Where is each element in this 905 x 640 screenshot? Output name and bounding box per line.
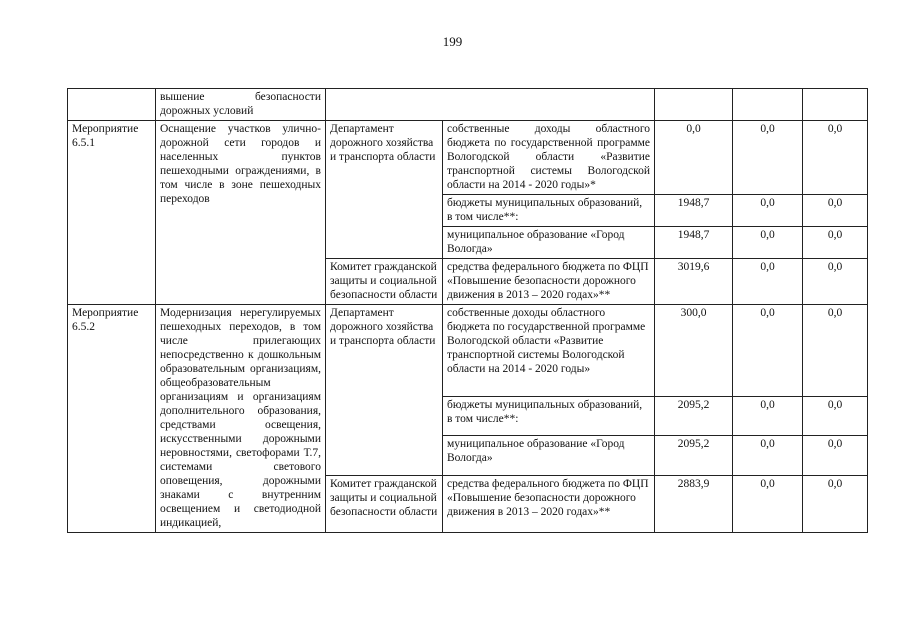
- value-cell: 0,0: [733, 305, 803, 397]
- table-row: [68, 121, 868, 195]
- executor: Комитет гражданской защиты и социальной безопасности области: [326, 259, 443, 305]
- activity-name: Мероприятие 6.5.1: [68, 121, 156, 305]
- funding-source: муниципальное образование «Город Вологда»: [443, 436, 655, 476]
- value-cell: 0,0: [803, 121, 868, 195]
- value-cell: [733, 89, 803, 121]
- funding-source: бюджеты муниципальных образований, в том числе**:: [443, 195, 655, 227]
- value-cell: 300,0: [655, 305, 733, 397]
- value-cell: 1948,7: [655, 227, 733, 259]
- value-cell: 0,0: [803, 475, 868, 532]
- value-cell: [803, 89, 868, 121]
- value-cell: 0,0: [803, 305, 868, 397]
- activity-name-cell: [68, 89, 156, 121]
- value-cell: 0,0: [803, 195, 868, 227]
- value-cell: 2883,9: [655, 475, 733, 532]
- value-cell: 0,0: [803, 227, 868, 259]
- funding-source: средства федерального бюджета по ФЦП «Повышение безопасности дорожного движения в 2013 – 2020 годах»**: [443, 259, 655, 305]
- funding-source: средства федерального бюджета по ФЦП «Повышение безопасности дорожного движения в 2013 – 2020 годах»**: [443, 475, 655, 532]
- value-cell: [655, 89, 733, 121]
- activity-description: Модернизация нерегулируемых пешеходных переходов, в том числе прилегающих непосредственно к дошкольным образовательным организациям, общеобразовательным организациям и организациям дополнительного образования, средствами освещения, искусственными дорожными неровностями, светофорами Т.7, системами светового оповещения, дорожными знаками с внутренним освещением и светодиодной индикацией,: [156, 305, 326, 533]
- value-cell: 2095,2: [655, 436, 733, 476]
- value-cell: 3019,6: [655, 259, 733, 305]
- value-cell: 0,0: [733, 436, 803, 476]
- funding-source: собственные доходы областного бюджета по государственной программе Вологодской области «Развитие транспортной системы Вологодской области на 2014 - 2020 годы»: [443, 305, 655, 397]
- value-cell: 2095,2: [655, 396, 733, 436]
- table-row: [68, 305, 868, 397]
- executor: Департамент дорожного хозяйства и транспорта области: [326, 305, 443, 476]
- funding-source: собственные доходы областного бюджета по государственной программе Вологодской области «Развитие транспортной системы Вологодской области на 2014 - 2020 годы»*: [443, 121, 655, 195]
- executor: Департамент дорожного хозяйства и транспорта области: [326, 121, 443, 259]
- value-cell: 0,0: [733, 227, 803, 259]
- funding-source-cell: [443, 89, 655, 121]
- budget-table: [67, 88, 868, 533]
- value-cell: 1948,7: [655, 195, 733, 227]
- value-cell: 0,0: [733, 259, 803, 305]
- value-cell: 0,0: [733, 475, 803, 532]
- activity-description: Оснащение участков улично-дорожной сети городов и населенных пунктов пешеходными ограждениями, в том числе в зоне пешеходных переходов: [156, 121, 326, 305]
- activity-description: вышение безопасности дорожных условий: [156, 89, 326, 121]
- value-cell: 0,0: [733, 396, 803, 436]
- value-cell: 0,0: [733, 195, 803, 227]
- executor-cell: [326, 89, 443, 121]
- funding-source: муниципальное образование «Город Вологда»: [443, 227, 655, 259]
- value-cell: 0,0: [655, 121, 733, 195]
- table-row: [68, 89, 868, 121]
- value-cell: 0,0: [733, 121, 803, 195]
- funding-source: бюджеты муниципальных образований, в том числе**:: [443, 396, 655, 436]
- executor: Комитет гражданской защиты и социальной безопасности области: [326, 475, 443, 532]
- value-cell: 0,0: [803, 436, 868, 476]
- value-cell: 0,0: [803, 396, 868, 436]
- activity-name: Мероприятие 6.5.2: [68, 305, 156, 533]
- page-number: 199: [442, 34, 463, 49]
- value-cell: 0,0: [803, 259, 868, 305]
